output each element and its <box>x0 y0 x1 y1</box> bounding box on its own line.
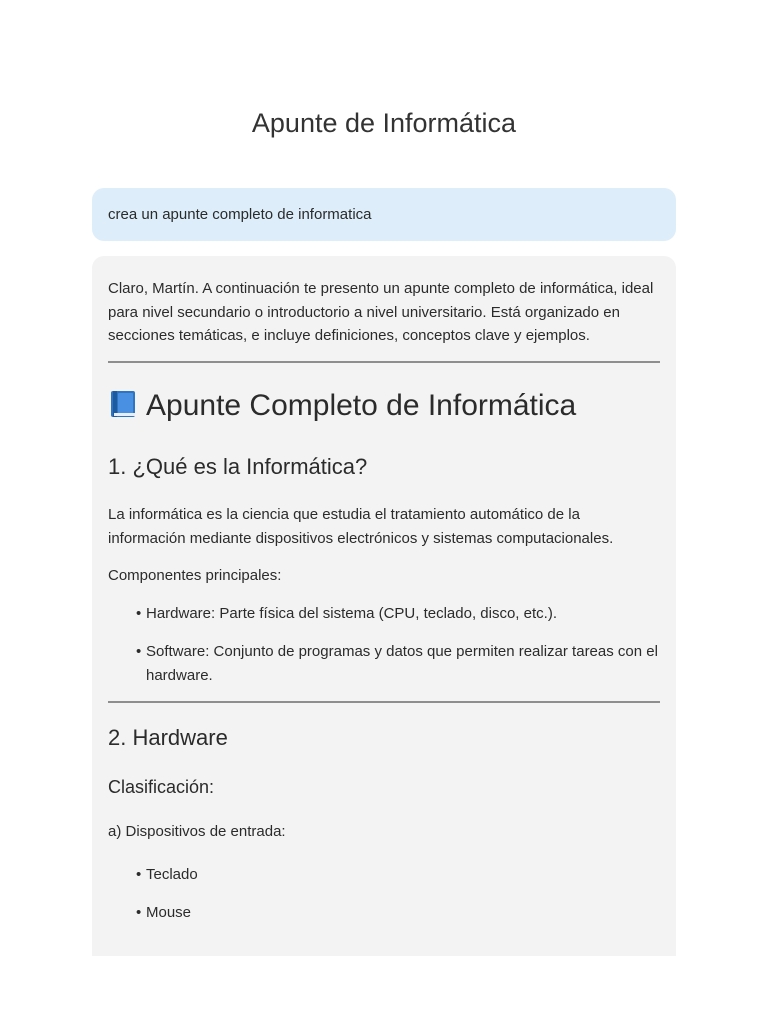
main-heading-text: Apunte Completo de Informática <box>146 389 577 422</box>
list-item <box>136 863 660 887</box>
list-item <box>136 901 660 925</box>
group-a-label: a) Dispositivos de entrada: <box>108 823 286 840</box>
response-intro: Claro, Martín. A continuación te presento un apunte completo de informática, ideal para nivel secundario o introductorio a nivel universitario. Está organizado en secciones temáticas, e incluye definiciones, conceptos clave y ejemplos. <box>108 280 654 344</box>
bullet-glyph: • <box>136 643 142 660</box>
user-message-text: crea un apunte completo de informatica <box>108 206 372 223</box>
section1-paragraph: La informática es la ciencia que estudia el tratamiento automático de la información mediante dispositivos electrónicos y sistemas computacionales. <box>108 506 614 547</box>
main-heading <box>108 388 576 424</box>
divider <box>108 361 660 363</box>
bullet-glyph: • <box>136 605 142 622</box>
components-label: Componentes principales: <box>108 567 282 584</box>
user-message-bubble <box>92 188 676 241</box>
divider <box>108 701 660 703</box>
section2-subheading: Clasificación: <box>108 777 215 797</box>
list-item <box>136 640 660 687</box>
bullet-glyph: • <box>136 866 142 883</box>
list-item-text: Mouse <box>146 904 192 921</box>
bullet-glyph: • <box>136 904 142 921</box>
list-item-text: Software: Conjunto de programas y datos que permiten realizar tareas con el hardware. <box>146 643 658 684</box>
book-icon <box>108 389 138 419</box>
section1-heading: 1. ¿Qué es la Informática? <box>108 454 368 479</box>
list-item <box>136 602 660 626</box>
section2-heading: 2. Hardware <box>108 725 228 750</box>
list-item-text: Hardware: Parte física del sistema (CPU, teclado, disco, etc.). <box>146 605 557 622</box>
assistant-response-panel <box>92 256 676 956</box>
list-item-text: Teclado <box>146 866 198 883</box>
page-title: Apunte de Informática <box>251 108 517 138</box>
